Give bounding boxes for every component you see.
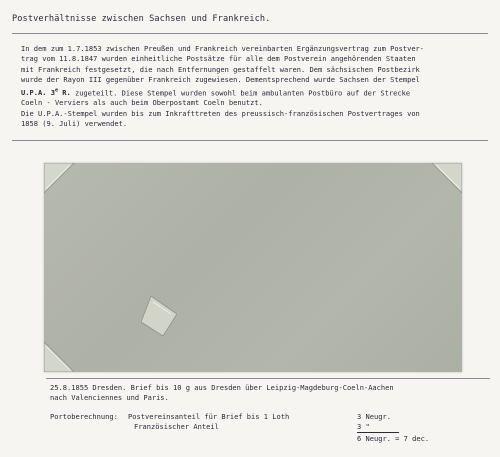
postage-total: 6 Neugr. = 7 dec. xyxy=(357,434,430,443)
title-divider xyxy=(12,33,488,34)
intro-line: Coeln - Verviers als auch beim Oberpostamt Coeln benutzt. xyxy=(21,98,263,108)
intro-line: wurde der Rayon III gegenüber Frankreich zugewiesen. Dementsprechend wurde Sachsen der Stempel xyxy=(21,75,420,85)
section-divider xyxy=(12,140,488,141)
cover-caption xyxy=(50,383,490,403)
caption-divider xyxy=(46,378,490,379)
photo-corner-icon xyxy=(44,340,76,372)
stamp-name-suffix: R. xyxy=(57,87,71,97)
intro-line: Die U.P.A.-Stempel wurden bis zum Inkrafttreten des preussisch-französischen Postvertrages von xyxy=(21,108,420,118)
caption-line: 25.8.1855 Dresden. Brief bis 10 g aus Dresden über Leipzig-Magdeburg-Coeln-Aachen xyxy=(50,383,394,392)
intro-line-rest: zugeteilt. Diese Stempel wurden sowohl beim ambulanten Postbüro auf der Strecke xyxy=(70,87,411,97)
intro-line xyxy=(21,86,491,99)
postage-calculation xyxy=(50,412,490,456)
photo-corner-icon xyxy=(430,163,462,195)
postage-item-description: Französischer Anteil xyxy=(134,422,219,431)
intro-line: In dem zum 1.7.1853 zwischen Preußen und Frankreich vereinbarten Ergänzungsvertrag zum Postver- xyxy=(21,44,425,53)
sum-line xyxy=(357,432,399,433)
intro-line: trag vom 11.8.1847 wurden einheitliche Postsätze für alle dem Postverein angehörenden Staaten xyxy=(21,54,416,64)
stamp-name xyxy=(21,88,71,97)
photo-corner-icon xyxy=(44,163,76,195)
intro-line: 1858 (9. Juli) verwendet. xyxy=(21,119,128,129)
photo-corner-icon xyxy=(141,296,177,336)
intro-line: mit Frankreich festgesetzt, die nach Entfernungen gestaffelt waren. Dem sächsischen Postbezirk xyxy=(21,64,420,74)
page-title: Postverhältnisse zwischen Sachsen und Frankreich. xyxy=(12,14,271,24)
cover-photo xyxy=(44,163,462,372)
postage-label: Portoberechnung: xyxy=(50,412,118,421)
stamp-name-superscript: e xyxy=(54,87,58,94)
postage-item-amount: 3 " xyxy=(357,422,370,431)
postage-item-description: Postvereinsanteil für Brief bis 1 Loth xyxy=(128,412,290,421)
postage-item-amount: 3 Neugr. xyxy=(357,412,391,421)
caption-line: nach Valenciennes und Paris. xyxy=(50,393,169,403)
intro-text xyxy=(21,44,491,130)
stamp-name-prefix: U.P.A. 3 xyxy=(21,87,55,97)
